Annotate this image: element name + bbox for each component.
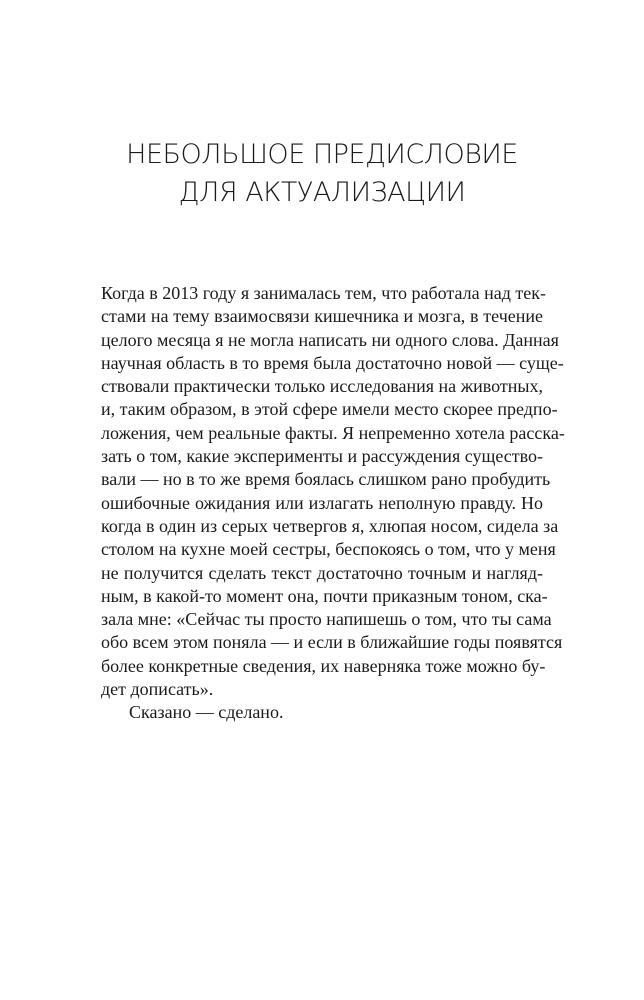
text-line: научная область в то время была достаточно новой — суще-	[101, 352, 564, 373]
text-line: обо всем этом поняла — и если в ближайшие годы появятся	[101, 632, 563, 653]
text-line: когда в один из серых четвергов я, хлюпая носом, сидела за	[101, 515, 559, 536]
text-line: зала мне: «Сейчас ты просто напишешь о том, что ты сама	[101, 609, 552, 630]
text-line: ным, в какой-то момент она, почти приказным тоном, ска-	[101, 585, 548, 606]
text-line: дет дописать».	[101, 679, 214, 700]
text-line: более конкретные сведения, их наверняка тоже можно бу-	[101, 655, 546, 676]
text-line: целого месяца я не могла написать ни одного слова. Данная	[101, 329, 559, 350]
chapter-title	[0, 136, 644, 212]
text-line: и, таким образом, в этой сфере имели место скорее предпо-	[101, 399, 558, 420]
text-line: Когда в 2013 году я занималась тем, что работала над тек-	[101, 283, 546, 303]
text-line: ошибочные ожидания или излагать неполную правду. Но	[101, 492, 543, 513]
text-line: стами на тему взаимосвязи кишечника и мозга, в течение	[101, 306, 543, 327]
chapter-title-line-1: НЕБОЛЬШОЕ ПРЕДИСЛОВИЕ	[126, 139, 518, 170]
text-line: не получится сделать текст достаточно точным и нагляд-	[101, 562, 543, 583]
body-text	[101, 282, 565, 725]
text-line: зать о том, какие эксперименты и рассуждения существо-	[101, 446, 543, 467]
text-line-paragraph-2: Сказано — сделано.	[129, 702, 284, 723]
text-line: ложения, чем реальные факты. Я непременно хотела расска-	[101, 422, 565, 443]
text-line: ствовали практически только исследования на животных,	[101, 376, 543, 397]
text-line: столом на кухне моей сестры, беспокоясь о том, что у меня	[101, 539, 556, 560]
chapter-title-line-2: ДЛЯ АКТУАЛИЗАЦИИ	[178, 177, 466, 208]
text-line: вали — но в то же время боялась слишком рано пробудить	[101, 469, 551, 490]
